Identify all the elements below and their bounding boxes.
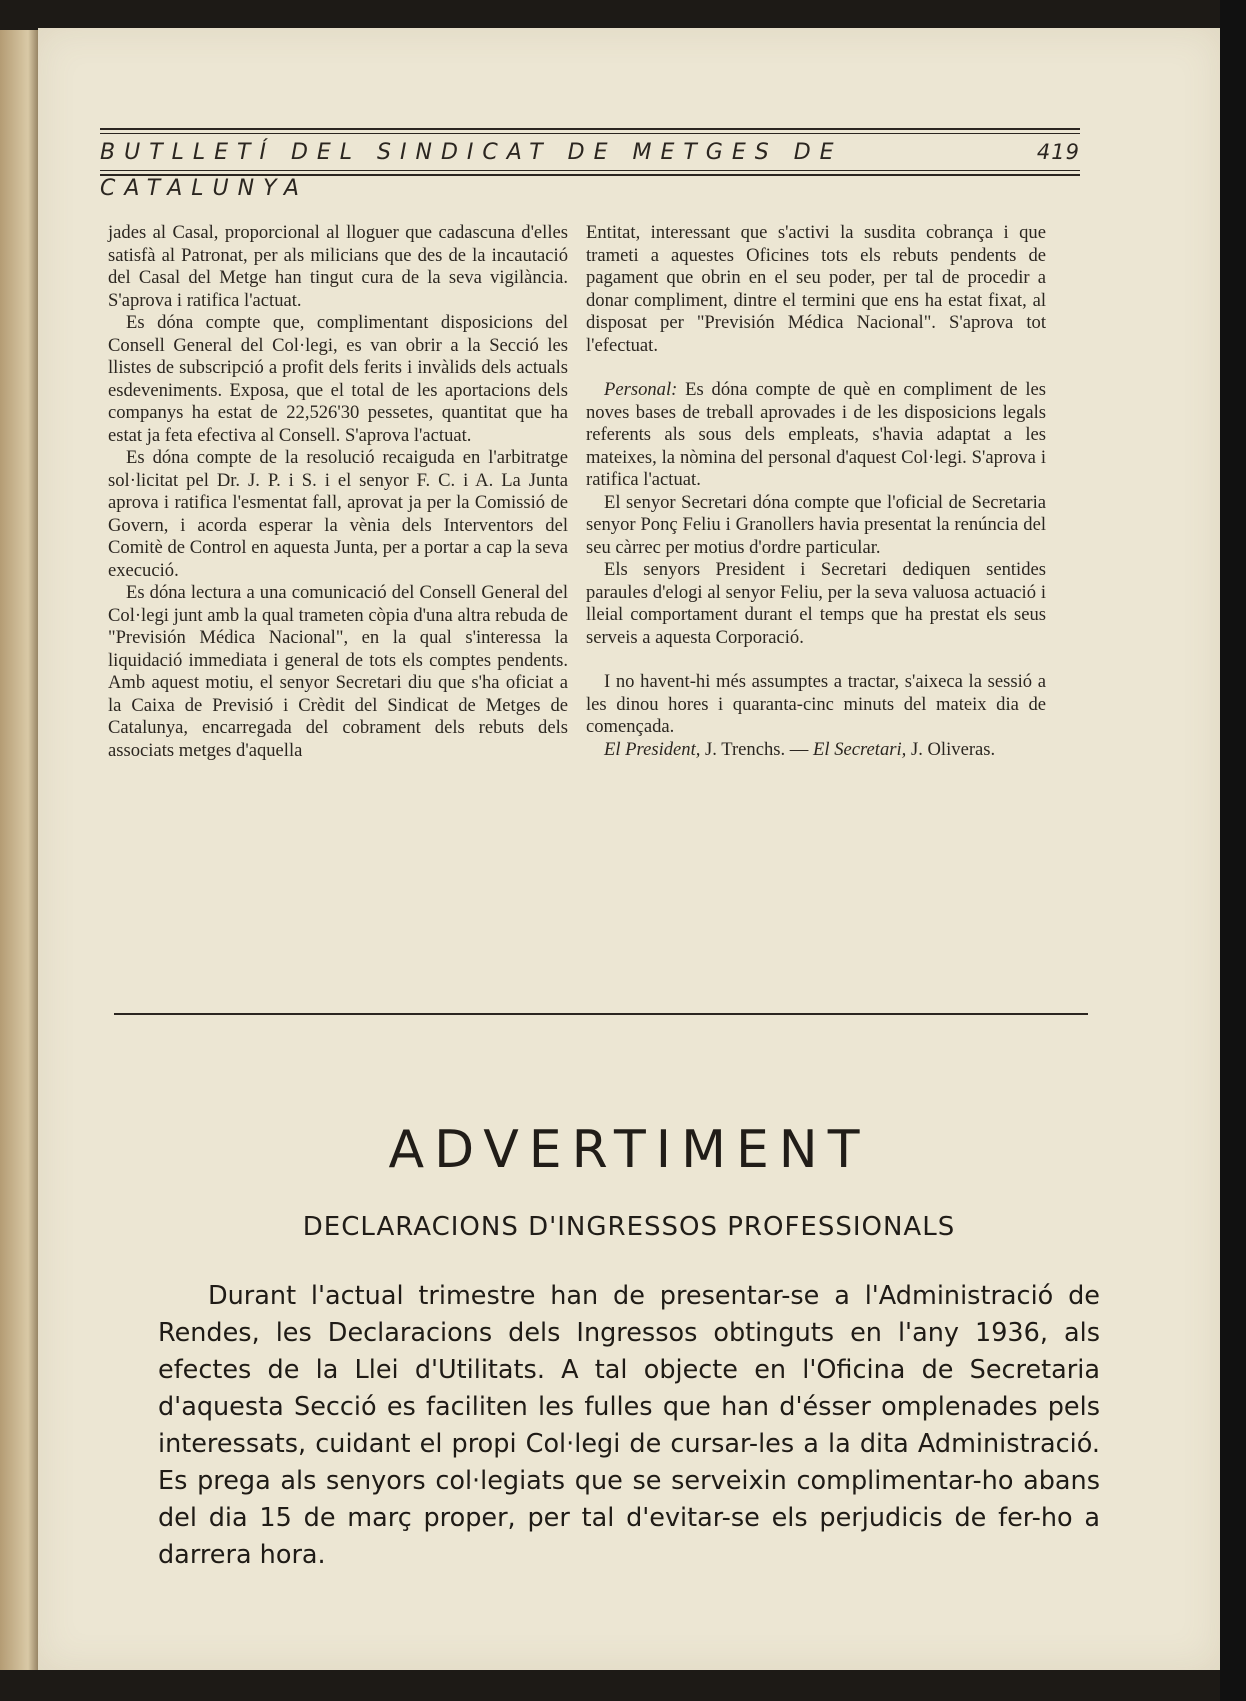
paragraph: El senyor Secretari dóna compte que l'oficial de Secretaria senyor Ponç Feliu i Granollers havia presentat la renúncia del seu càrrec per motius d'ordre particular. [586, 491, 1046, 558]
secretary-name: J. Oliveras. [906, 738, 996, 760]
running-header [100, 128, 1080, 201]
journal-title: BUTLLETÍ DEL SINDICAT DE METGES DE CATALUNYA [100, 140, 843, 201]
secretary-label: El Secretari, [813, 738, 907, 760]
paragraph: Es dóna compte de la resolució recaiguda en l'arbitratge sol·licitat pel Dr. J. P. i S. i el senyor F. C. i A. La Junta aprova i ratifica l'esmentat fall, aprovat ja per la Comissió de Govern, i acorda esperar la vènia dels Interventors del Comitè de Control en aquesta Junta, per a portar a cap la seva execució. [108, 447, 568, 581]
notice-body [158, 1278, 1100, 1574]
notice-subtitle: DECLARACIONS D'INGRESSOS PROFESSIONALS [302, 1212, 956, 1242]
section-divider [114, 1013, 1088, 1015]
signatures [586, 739, 1046, 762]
document-page [38, 28, 1220, 1670]
personal-text: Es dóna compte de què en compliment de les noves bases de treball aprovades i de les disposicions legals referents als sous dels empleats, s'havia adaptat a les mateixes, la nòmina del personal d'aquest Col·legi. S'aprova i ratifica l'actuat. [586, 379, 1046, 490]
notice-title: ADVERTIMENT [388, 1120, 870, 1180]
notice-paragraph: Durant l'actual trimestre han de presentar-se a l'Administració de Rendes, les Declaracions dels Ingressos obtinguts en l'any 1936, als efectes de la Llei d'Utilitats. A tal objecte en l'Oficina de Secretaria d'aquesta Secció es faciliten les fulles que han d'ésser omplenades pels interessats, cuidant el propi Col·legi de cursar-les a la dita Administració. Es prega als senyors col·legiats que se serveixin complimentar-ho abans del dia 15 de març proper, per tal d'evitar-se els perjudicis de fer-ho a darrera hora. [158, 1281, 1100, 1570]
president-name: J. Trenchs. — [700, 738, 814, 760]
left-column [108, 222, 568, 762]
personal-label: Personal: [604, 379, 678, 400]
paragraph: Els senyors President i Secretari dediquen sentides paraules d'elogi al senyor Feliu, per la seva valuosa actuació i lleial comportament durant el temps que ha prestat els seus serveis a aquesta Corporació. [586, 559, 1046, 648]
scan-border [1220, 0, 1246, 1701]
paragraph: jades al Casal, proporcional al lloguer que cadascuna d'elles satisfà al Patronat, per als milicians que des de la incautació del Casal del Metge han tingut cura de la seva vigilància. S'aprova i ratifica l'actuat. [108, 222, 568, 311]
paragraph: Es dóna lectura a una comunicació del Consell General del Col·legi junt amb la qual trameten còpia d'una altra rebuda de "Previsión Médica Nacional", en la qual s'interessa la liquidació immediata i general de tots els comptes pendents. Amb aquest motiu, el senyor Secretari diu que s'ha oficiat a la Caixa de Previsió i Crèdit del Sindicat de Metges de Catalunya, encarregada del cobrament dels rebuts dels associats metges d'aquella [108, 582, 568, 761]
paragraph: Entitat, interessant que s'activi la susdita cobrança i que trameti a aquestes Oficines tots els rebuts pendents de pagament que obrin en el seu poder, per tal de procedir a donar compliment, dintre el termini que ens ha estat fixat, al disposat per "Previsión Médica Nacional". S'aprova tot l'efectuat. [586, 222, 1046, 356]
header-rule-top [100, 128, 1080, 130]
page-number: 419 [1036, 140, 1080, 164]
paragraph: Es dóna compte que, complimentant disposicions del Consell General del Col·legi, es van obrir a la Secció les llistes de subscripció a profit dels ferits i invàlids dels actuals esdeveniments. Exposa, que el total de les aportacions dels companys ha estat de 22,526'30 pessetes, quantitat que ha estat ja feta efectiva al Consell. S'aprova l'actuat. [108, 312, 568, 446]
paragraph: I no havent-hi més assumptes a tractar, s'aixeca la sessió a les dinou hores i quaranta-cinc minuts del mateix dia de començada. [586, 671, 1046, 737]
adjacent-page-edge [0, 30, 40, 1670]
right-column [586, 222, 1046, 761]
president-label: El President, [604, 738, 701, 760]
paragraph-personal [586, 379, 1046, 492]
